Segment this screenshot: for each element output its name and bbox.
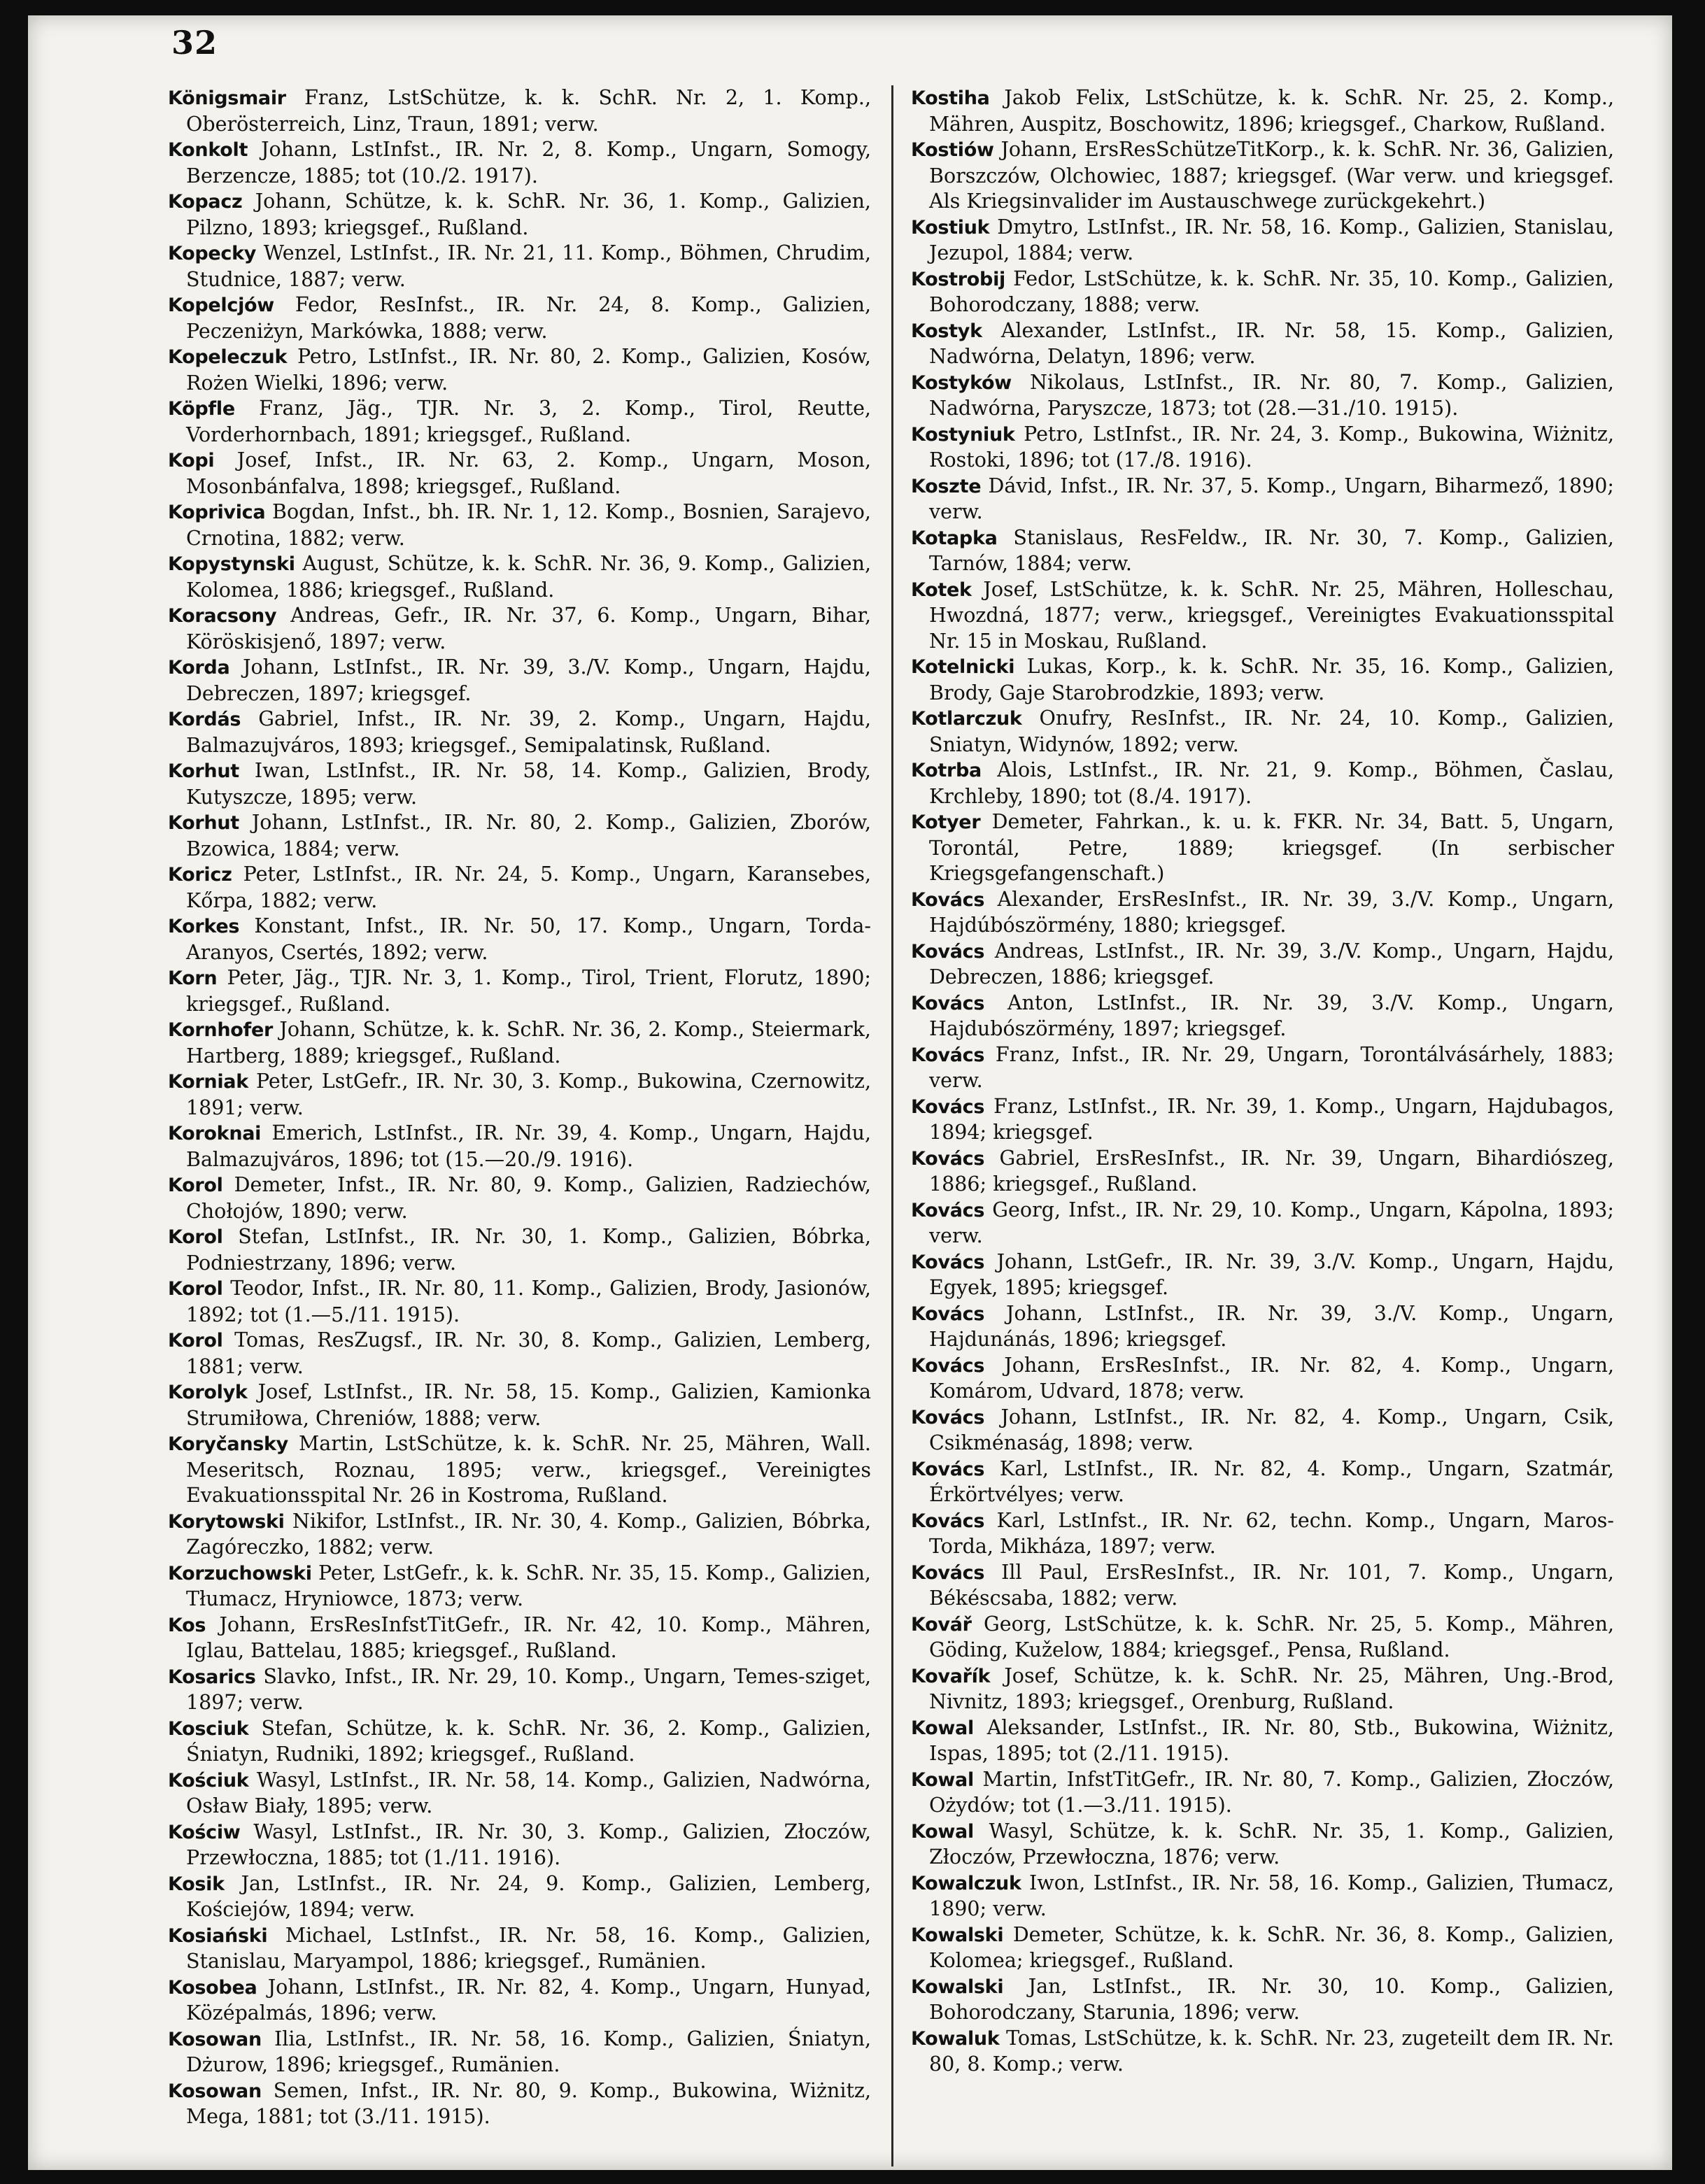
- entry-details: Peter, Jäg., TJR. Nr. 3, 1. Komp., Tirol, Trient, Florutz, 1890; kriegsgef., Rußland.: [186, 966, 871, 1016]
- entry-details: Josef, Schütze, k. k. SchR. Nr. 25, Mähren, Ung.-Brod, Nivnitz, 1893; kriegsgef., Orenburg, Rußland.: [929, 1664, 1614, 1713]
- entry-details: Bogdan, Infst., bh. IR. Nr. 1, 12. Komp., Bosnien, Sarajevo, Crnotina, 1882; verw.: [186, 500, 871, 550]
- casualty-entry: [168, 1871, 871, 1923]
- entry-details: Anton, LstInfst., IR. Nr. 39, 3./V. Komp., Ungarn, Hajdubószörmény, 1897; kriegsgef.: [929, 991, 1614, 1040]
- casualty-entry: [168, 914, 871, 965]
- left-column: [168, 85, 871, 2130]
- entry-details: Konstant, Infst., IR. Nr. 50, 17. Komp., Ungarn, Torda-Aranyos, Csertés, 1892; verw.: [186, 914, 871, 964]
- entry-surname: Kosowan: [168, 2028, 262, 2050]
- casualty-entry: [168, 137, 871, 189]
- register-page: [28, 15, 1672, 2170]
- casualty-entry: [168, 1612, 871, 1664]
- casualty-entry: [911, 215, 1614, 267]
- casualty-entry: [168, 1121, 871, 1172]
- casualty-entry: [168, 1975, 871, 2027]
- entry-surname: Kotlarczuk: [911, 708, 1022, 730]
- entry-surname: Korol: [168, 1226, 223, 1248]
- entry-surname: Kostiha: [911, 87, 990, 109]
- entry-details: Georg, Infst., IR. Nr. 29, 10. Komp., Ungarn, Kápolna, 1893; verw.: [929, 1198, 1614, 1247]
- entry-surname: Koricz: [168, 864, 232, 886]
- entry-details: Johann, ErsResInfst., IR. Nr. 82, 4. Komp., Ungarn, Komárom, Udvard, 1878; verw.: [929, 1353, 1614, 1403]
- casualty-entry: [911, 1871, 1614, 1922]
- entry-surname: Kopecky: [168, 243, 257, 264]
- entry-surname: Kovács: [911, 1561, 985, 1584]
- entry-details: Ill Paul, ErsResInfst., IR. Nr. 101, 7. Komp., Ungarn, Békéscsaba, 1882; verw.: [929, 1560, 1614, 1610]
- casualty-entry: [911, 1560, 1614, 1612]
- entry-surname: Kovács: [911, 1044, 985, 1066]
- entry-details: Johann, LstInfst., IR. Nr. 39, 3./V. Komp., Ungarn, Hajdu, Debreczen, 1897; kriegsgef.: [186, 655, 871, 705]
- entry-surname: Korytowski: [168, 1510, 285, 1533]
- entry-details: Jakob Felix, LstSchütze, k. k. SchR. Nr. 25, 2. Komp., Mähren, Auspitz, Boschowitz, 1896; kriegsgef., Charkow, Rußland.: [929, 86, 1614, 136]
- casualty-entry: [911, 525, 1614, 577]
- casualty-entry: [911, 1974, 1614, 2026]
- casualty-entry: [168, 1768, 871, 1820]
- entry-details: Karl, LstInfst., IR. Nr. 62, techn. Komp., Ungarn, Maros-Torda, Mikháza, 1897; verw.: [929, 1508, 1614, 1558]
- entry-details: Stanislaus, ResFeldw., IR. Nr. 30, 7. Komp., Galizien, Tarnów, 1884; verw.: [929, 525, 1614, 575]
- casualty-entry: [911, 318, 1614, 370]
- casualty-entry: [168, 448, 871, 499]
- entry-details: Peter, LstInfst., IR. Nr. 24, 5. Komp., Ungarn, Karansebes, Kőrpa, 1882; verw.: [186, 863, 871, 912]
- casualty-entry: [168, 707, 871, 758]
- casualty-entry: [911, 1353, 1614, 1405]
- entry-details: Josef, LstSchütze, k. k. SchR. Nr. 25, Mähren, Holleschau, Hwozdná, 1877; verw., kriegsgef., Vereinigtes Evakuationsspital Nr. 15 in Moskau, Rußland.: [929, 577, 1614, 653]
- entry-surname: Kovács: [911, 1406, 985, 1428]
- entry-details: Johann, ErsResInfstTitGefr., IR. Nr. 42, 10. Komp., Mähren, Iglau, Battelau, 1885; kriegsgef., Rußland.: [186, 1612, 871, 1662]
- entry-surname: Königsmair: [168, 87, 286, 109]
- casualty-entry: [911, 1664, 1614, 1715]
- entry-surname: Korolyk: [168, 1382, 248, 1403]
- entry-surname: Kotelnicki: [911, 656, 1015, 678]
- entry-details: Iwon, LstInfst., IR. Nr. 58, 16. Komp., Galizien, Tłumacz, 1890; verw.: [929, 1871, 1614, 1920]
- casualty-entry: [911, 1146, 1614, 1198]
- entry-surname: Kowal: [911, 1717, 974, 1739]
- entry-surname: Kovács: [911, 1095, 985, 1118]
- entry-details: Martin, InfstTitGefr., IR. Nr. 80, 7. Komp., Galizien, Złoczów, Ożydów; tot (1.—3./11. 1915).: [929, 1767, 1614, 1817]
- page-number: 32: [171, 24, 218, 62]
- casualty-entry: [911, 887, 1614, 939]
- entry-details: Karl, LstInfst., IR. Nr. 82, 4. Komp., Ungarn, Szatmár, Érkörtvélyes; verw.: [929, 1456, 1614, 1506]
- entry-surname: Kovács: [911, 1458, 985, 1480]
- entry-details: Ilia, LstInfst., IR. Nr. 58, 16. Komp., Galizien, Śniatyn, Dżurow, 1896; kriegsgef., Rumänien.: [186, 2027, 871, 2076]
- entry-details: Dávid, Infst., IR. Nr. 37, 5. Komp., Ungarn, Biharmező, 1890; verw.: [929, 474, 1614, 523]
- entry-details: Johann, Schütze, k. k. SchR. Nr. 36, 2. Komp., Steiermark, Hartberg, 1889; kriegsgef., Rußland.: [186, 1018, 871, 1068]
- entry-details: August, Schütze, k. k. SchR. Nr. 36, 9. Komp., Galizien, Kolomea, 1886; kriegsgef., Rußland.: [186, 552, 871, 602]
- entry-surname: Kostyniuk: [911, 423, 1015, 446]
- entry-surname: Korn: [168, 967, 218, 989]
- casualty-entry: [168, 1820, 871, 1871]
- casualty-entry: [168, 1069, 871, 1121]
- entry-surname: Kotapka: [911, 527, 998, 549]
- entry-surname: Kovács: [911, 1251, 985, 1273]
- entry-details: Peter, LstGefr., k. k. SchR. Nr. 35, 15. Komp., Galizien, Tłumacz, Hryniowce, 1873; verw.: [186, 1561, 871, 1610]
- entry-details: Johann, LstInfst., IR. Nr. 82, 4. Komp., Ungarn, Csik, Csikménaság, 1898; verw.: [929, 1405, 1614, 1454]
- entry-surname: Kopelcjów: [168, 295, 274, 316]
- entry-details: Jan, LstInfst., IR. Nr. 30, 10. Komp., Galizien, Bohorodczany, Starunia, 1896; verw.: [929, 1974, 1614, 2024]
- casualty-entry: [168, 1561, 871, 1612]
- entry-surname: Kowalski: [911, 1976, 1004, 1998]
- entry-details: Jan, LstInfst., IR. Nr. 24, 9. Komp., Galizien, Lemberg, Kościejów, 1894; verw.: [186, 1871, 871, 1921]
- entry-surname: Kosiański: [168, 1924, 268, 1947]
- entry-surname: Koszte: [911, 475, 982, 497]
- casualty-entry: [911, 577, 1614, 655]
- entry-details: Nikifor, LstInfst., IR. Nr. 30, 4. Komp., Galizien, Bóbrka, Zagóreczko, 1882; verw.: [186, 1509, 871, 1559]
- casualty-entry: [168, 2027, 871, 2078]
- casualty-entry: [911, 1249, 1614, 1301]
- entry-details: Michael, LstInfst., IR. Nr. 58, 16. Komp., Galizien, Stanislau, Maryampol, 1886; kriegsgef., Rumänien.: [186, 1923, 871, 1973]
- casualty-entry: [168, 655, 871, 707]
- entry-surname: Köpfle: [168, 398, 235, 420]
- entry-details: Franz, LstSchütze, k. k. SchR. Nr. 2, 1. Komp., Oberösterreich, Linz, Traun, 1891; verw.: [186, 86, 871, 136]
- entry-details: Wasyl, Schütze, k. k. SchR. Nr. 35, 1. Komp., Galizien, Złoczów, Przewłoczna, 1876; verw.: [929, 1819, 1614, 1869]
- entry-details: Teodor, Infst., IR. Nr. 80, 11. Komp., Galizien, Brody, Jasionów, 1892; tot (1.—5./11. 1915).: [186, 1277, 871, 1326]
- entry-surname: Kostiuk: [911, 216, 990, 239]
- entry-details: Petro, LstInfst., IR. Nr. 80, 2. Komp., Galizien, Kosów, Rożen Wielki, 1896; verw.: [186, 345, 871, 395]
- entry-surname: Kotek: [911, 579, 972, 601]
- casualty-entry: [168, 862, 871, 914]
- casualty-entry: [911, 1405, 1614, 1456]
- entry-details: Petro, LstInfst., IR. Nr. 24, 3. Komp., Bukowina, Wiżnitz, Rostoki, 1896; tot (17./8. 1916).: [929, 422, 1614, 471]
- casualty-entry: [911, 1198, 1614, 1249]
- entry-details: Johann, LstInfst., IR. Nr. 39, 3./V. Komp., Ungarn, Hajdunánás, 1896; kriegsgef.: [929, 1301, 1614, 1351]
- entry-details: Johann, LstInfst., IR. Nr. 2, 8. Komp., Ungarn, Somogy, Berzencze, 1885; tot (10./2. 1917).: [186, 138, 871, 187]
- entry-details: Gabriel, ErsResInfst., IR. Nr. 39, Ungarn, Bihardiószeg, 1886; kriegsgef., Rußland.: [929, 1146, 1614, 1196]
- entry-details: Wasyl, LstInfst., IR. Nr. 58, 14. Komp., Galizien, Nadwórna, Osław Biały, 1895; verw.: [186, 1768, 871, 1817]
- casualty-entry: [168, 292, 871, 344]
- casualty-entry: [911, 137, 1614, 215]
- entry-surname: Kopeleczuk: [168, 346, 288, 368]
- entry-surname: Kostrobij: [911, 268, 1005, 290]
- casualty-entry: [168, 1328, 871, 1380]
- entry-surname: Kostyk: [911, 320, 982, 342]
- entry-surname: Koroknai: [168, 1123, 262, 1144]
- casualty-entry: [911, 1456, 1614, 1508]
- casualty-entry: [911, 706, 1614, 758]
- entry-details: Andreas, Gefr., IR. Nr. 37, 6. Komp., Ungarn, Bihar, Köröskisjenő, 1897; verw.: [186, 604, 871, 653]
- entry-surname: Korzuchowski: [168, 1562, 312, 1584]
- casualty-entry: [168, 965, 871, 1017]
- casualty-entry: [168, 1172, 871, 1224]
- entry-surname: Korhut: [168, 760, 239, 782]
- entry-surname: Kovács: [911, 1303, 985, 1325]
- entry-details: Johann, Schütze, k. k. SchR. Nr. 36, 1. Komp., Galizien, Pilzno, 1893; kriegsgef., Rußland.: [186, 190, 871, 239]
- entry-details: Johann, LstGefr., IR. Nr. 39, 3./V. Komp., Ungarn, Hajdu, Egyek, 1895; kriegsgef.: [929, 1249, 1614, 1299]
- entry-surname: Korol: [168, 1175, 223, 1196]
- entry-details: Aleksander, LstInfst., IR. Nr. 80, Stb., Bukowina, Wiżnitz, Ispas, 1895; tot (2./11. 1915).: [929, 1715, 1614, 1765]
- casualty-entry: [168, 810, 871, 862]
- casualty-entry: [911, 1301, 1614, 1353]
- entry-details: Demeter, Fahrkan., k. u. k. FKR. Nr. 34, Batt. 5, Ungarn, Torontál, Petre, 1889; kriegsgef. (In serbischer Kriegsgefangenschaft.): [929, 810, 1614, 885]
- casualty-entry: [911, 1042, 1614, 1094]
- entry-details: Alois, LstInfst., IR. Nr. 21, 9. Komp., Böhmen, Časlau, Krchleby, 1890; tot (8./4. 1917).: [929, 758, 1614, 808]
- entry-details: Georg, LstSchütze, k. k. SchR. Nr. 25, 5. Komp., Mähren, Göding, Kuželow, 1884; kriegsgef., Pensa, Rußland.: [929, 1612, 1614, 1661]
- column-divider: [891, 85, 893, 2167]
- entry-surname: Kovařík: [911, 1665, 991, 1687]
- entry-surname: Kostiów: [911, 139, 994, 161]
- entry-details: Gabriel, Infst., IR. Nr. 39, 2. Komp., Ungarn, Hajdu, Balmazujváros, 1893; kriegsgef., Semipalatinsk, Rußland.: [186, 707, 871, 757]
- casualty-entry: [168, 1276, 871, 1328]
- casualty-entry: [911, 758, 1614, 809]
- entry-details: Stefan, Schütze, k. k. SchR. Nr. 36, 2. Komp., Galizien, Śniatyn, Rudniki, 1892; kriegsgef., Rußland.: [186, 1716, 871, 1766]
- entry-details: Tomas, ResZugsf., IR. Nr. 30, 8. Komp., Galizien, Lemberg, 1881; verw.: [186, 1328, 871, 1378]
- entry-surname: Kowaluk: [911, 2027, 1000, 2050]
- entry-surname: Kordás: [168, 709, 241, 730]
- entry-surname: Kovács: [911, 1147, 985, 1170]
- entry-details: Franz, Jäg., TJR. Nr. 3, 2. Komp., Tirol, Reutte, Vorderhornbach, 1891; kriegsgef., Rußland.: [186, 397, 871, 446]
- casualty-entry: [911, 422, 1614, 474]
- entry-surname: Kos: [168, 1614, 206, 1636]
- right-column: [911, 85, 1614, 2078]
- entry-surname: Kowalczuk: [911, 1872, 1021, 1894]
- entry-surname: Kosarics: [168, 1666, 256, 1688]
- casualty-entry: [911, 1922, 1614, 1974]
- casualty-entry: [168, 499, 871, 551]
- entry-surname: Kopacz: [168, 191, 243, 213]
- casualty-entry: [911, 1094, 1614, 1146]
- entry-details: Iwan, LstInfst., IR. Nr. 58, 14. Komp., Galizien, Brody, Kutyszcze, 1895; verw.: [186, 759, 871, 809]
- entry-surname: Korol: [168, 1330, 223, 1352]
- casualty-entry: [168, 1509, 871, 1561]
- entry-details: Wasyl, LstInfst., IR. Nr. 30, 3. Komp., Galizien, Złoczów, Przewłoczna, 1885; tot (1./11. 1916).: [186, 1820, 871, 1869]
- casualty-entry: [911, 654, 1614, 706]
- entry-details: Josef, Infst., IR. Nr. 63, 2. Komp., Ungarn, Moson, Mosonbánfalva, 1898; kriegsgef., Rußland.: [186, 448, 871, 498]
- entry-surname: Kovács: [911, 888, 985, 911]
- casualty-entry: [911, 2026, 1614, 2078]
- entry-surname: Kosciuk: [168, 1717, 249, 1740]
- entry-surname: Kovács: [911, 1510, 985, 1532]
- entry-details: Johann, LstInfst., IR. Nr. 82, 4. Komp., Ungarn, Hunyad, Középalmás, 1896; verw.: [186, 1975, 871, 2025]
- entry-details: Wenzel, LstInfst., IR. Nr. 21, 11. Komp., Böhmen, Chrudim, Studnice, 1887; verw.: [186, 241, 871, 291]
- entry-surname: Korol: [168, 1278, 223, 1300]
- entry-surname: Kościuk: [168, 1769, 249, 1792]
- entry-surname: Korkes: [168, 916, 240, 937]
- entry-surname: Kosowan: [168, 2080, 262, 2102]
- casualty-entry: [168, 1664, 871, 1716]
- entry-details: Alexander, LstInfst., IR. Nr. 58, 15. Komp., Galizien, Nadwórna, Delatyn, 1896; verw.: [929, 318, 1614, 368]
- entry-details: Fedor, LstSchütze, k. k. SchR. Nr. 35, 10. Komp., Galizien, Bohorodczany, 1888; verw.: [929, 267, 1614, 316]
- casualty-entry: [168, 2078, 871, 2130]
- casualty-entry: [911, 809, 1614, 887]
- casualty-entry: [168, 1224, 871, 1276]
- entry-details: Franz, Infst., IR. Nr. 29, Ungarn, Torontálvásárhely, 1883; verw.: [929, 1042, 1614, 1092]
- casualty-entry: [911, 1819, 1614, 1871]
- casualty-entry: [911, 267, 1614, 318]
- casualty-entry: [168, 758, 871, 810]
- entry-surname: Kowal: [911, 1820, 974, 1843]
- entry-details: Fedor, ResInfst., IR. Nr. 24, 8. Komp., Galizien, Peczeniżyn, Markówka, 1888; verw.: [186, 293, 871, 343]
- casualty-entry: [168, 241, 871, 292]
- casualty-entry: [911, 1767, 1614, 1819]
- entry-surname: Korniak: [168, 1071, 248, 1093]
- casualty-entry: [911, 370, 1614, 422]
- entry-surname: Kotyer: [911, 811, 981, 833]
- entry-surname: Kostyków: [911, 371, 1012, 394]
- casualty-entry: [168, 551, 871, 603]
- entry-surname: Kosik: [168, 1873, 225, 1895]
- entry-details: Nikolaus, LstInfst., IR. Nr. 80, 7. Komp., Galizien, Nadwórna, Paryszcze, 1873; tot (28.—31./10. 1915).: [929, 370, 1614, 420]
- casualty-entry: [911, 1715, 1614, 1767]
- entry-surname: Korda: [168, 657, 230, 679]
- entry-details: Demeter, Schütze, k. k. SchR. Nr. 36, 8. Komp., Galizien, Kolomea; kriegsgef., Rußland.: [929, 1922, 1614, 1972]
- entry-details: Franz, LstInfst., IR. Nr. 39, 1. Komp., Ungarn, Hajdubagos, 1894; kriegsgef.: [929, 1094, 1614, 1144]
- entry-details: Tomas, LstSchütze, k. k. SchR. Nr. 23, zugeteilt dem IR. Nr. 80, 8. Komp.; verw.: [929, 2026, 1614, 2076]
- casualty-entry: [168, 1380, 871, 1431]
- entry-surname: Kopi: [168, 450, 215, 471]
- entry-details: Slavko, Infst., IR. Nr. 29, 10. Komp., Ungarn, Temes-sziget, 1897; verw.: [186, 1664, 871, 1714]
- entry-surname: Kovács: [911, 940, 985, 963]
- casualty-entry: [168, 1431, 871, 1509]
- casualty-entry: [168, 189, 871, 241]
- casualty-entry: [911, 939, 1614, 991]
- casualty-entry: [168, 85, 871, 137]
- entry-surname: Kovács: [911, 992, 985, 1014]
- entry-surname: Kornhofer: [168, 1019, 273, 1041]
- entry-surname: Kowal: [911, 1768, 974, 1791]
- casualty-entry: [168, 1017, 871, 1069]
- casualty-entry: [168, 1923, 871, 1975]
- entry-details: Emerich, LstInfst., IR. Nr. 39, 4. Komp., Ungarn, Hajdu, Balmazujváros, 1896; tot (15.—20./9. 1916).: [186, 1121, 871, 1171]
- entry-surname: Kopystynski: [168, 553, 295, 575]
- casualty-entry: [168, 1716, 871, 1768]
- entry-surname: Kovář: [911, 1613, 972, 1636]
- casualty-entry: [911, 1508, 1614, 1560]
- entry-surname: Koprivica: [168, 502, 266, 523]
- entry-surname: Kovács: [911, 1199, 985, 1221]
- entry-details: Martin, LstSchütze, k. k. SchR. Nr. 25, Mähren, Wall. Meseritsch, Roznau, 1895; verw., kriegsgef., Vereinigtes Evakuationsspital Nr. 26 in Kostroma, Rußland.: [186, 1432, 871, 1507]
- entry-details: Lukas, Korp., k. k. SchR. Nr. 35, 16. Komp., Galizien, Brody, Gaje Starobrodzkie, 1893; verw.: [929, 655, 1614, 704]
- entry-surname: Kovács: [911, 1354, 985, 1377]
- entry-details: Demeter, Infst., IR. Nr. 80, 9. Komp., Galizien, Radziechów, Chołojów, 1890; verw.: [186, 1173, 871, 1223]
- entry-details: Semen, Infst., IR. Nr. 80, 9. Komp., Bukowina, Wiżnitz, Mega, 1881; tot (3./11. 1915).: [186, 2078, 871, 2128]
- entry-surname: Kosobea: [168, 1976, 257, 1999]
- casualty-entry: [168, 344, 871, 396]
- entry-surname: Kowalski: [911, 1924, 1004, 1946]
- casualty-entry: [911, 1612, 1614, 1664]
- entry-details: Stefan, LstInfst., IR. Nr. 30, 1. Komp., Galizien, Bóbrka, Podniestrzany, 1896; verw.: [186, 1225, 871, 1275]
- entry-details: Dmytro, LstInfst., IR. Nr. 58, 16. Komp., Galizien, Stanislau, Jezupol, 1884; verw.: [929, 215, 1614, 264]
- entry-surname: Korhut: [168, 812, 239, 834]
- entry-details: Johann, ErsResSchützeTitKorp., k. k. SchR. Nr. 36, Galizien, Borszczów, Olchowiec, 1887; kriegsgef. (War verw. und kriegsgef. Als Kriegsinvalider im Austauschwege zurückgekehrt.): [929, 138, 1614, 213]
- casualty-entry: [911, 85, 1614, 137]
- entry-details: Peter, LstGefr., IR. Nr. 30, 3. Komp., Bukowina, Czernowitz, 1891; verw.: [186, 1070, 871, 1119]
- entry-details: Andreas, LstInfst., IR. Nr. 39, 3./V. Komp., Ungarn, Hajdu, Debreczen, 1886; kriegsgef.: [929, 939, 1614, 988]
- entry-details: Josef, LstInfst., IR. Nr. 58, 15. Komp., Galizien, Kamionka Strumiłowa, Chreniów, 1888; verw.: [186, 1380, 871, 1430]
- entry-details: Johann, LstInfst., IR. Nr. 80, 2. Komp., Galizien, Zborów, Bzowica, 1884; verw.: [186, 811, 871, 860]
- entry-surname: Konkolt: [168, 139, 248, 161]
- casualty-entry: [168, 603, 871, 655]
- entry-surname: Koryčansky: [168, 1433, 288, 1455]
- entry-surname: Koracsony: [168, 605, 277, 627]
- entry-surname: Kościw: [168, 1821, 241, 1843]
- entry-surname: Kotrba: [911, 760, 982, 781]
- casualty-entry: [168, 396, 871, 448]
- casualty-entry: [911, 474, 1614, 525]
- entry-details: Onufry, ResInfst., IR. Nr. 24, 10. Komp., Galizien, Sniatyn, Widynów, 1892; verw.: [929, 707, 1614, 756]
- entry-details: Alexander, ErsResInfst., IR. Nr. 39, 3./V. Komp., Ungarn, Hajdúbószörmény, 1880; kriegsgef.: [929, 887, 1614, 937]
- casualty-entry: [911, 991, 1614, 1042]
